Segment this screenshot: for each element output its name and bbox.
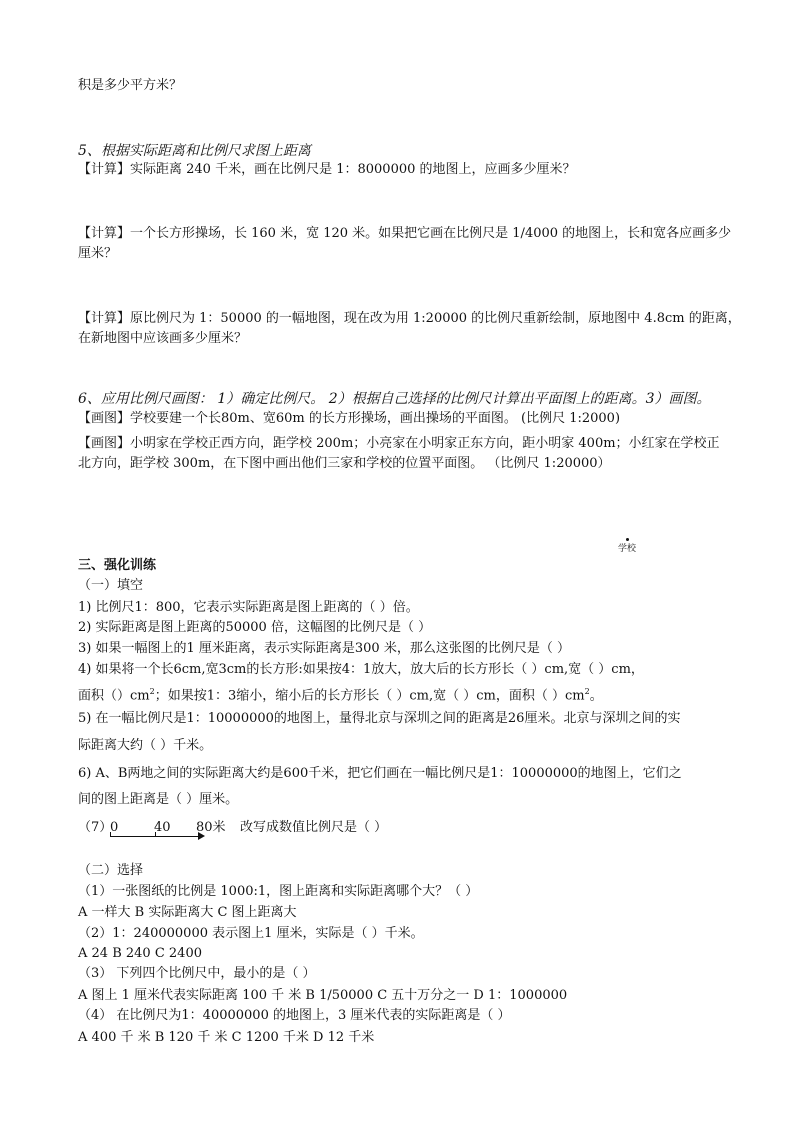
line-scale-bar [110,832,205,840]
fill-question-3: 3) 如果一幅图上的1 厘米距离，表示实际距离是300 米，那么这张图的比例尺是（ ） [78,641,570,656]
choice-question-1: （1）一张图纸的比例是 1000:1，图上距离和实际距离哪个大？（ ） [78,884,479,899]
choice-options-4: A 400 千 米 B 120 千 米 C 1200 千米 D 12 千米 [78,1030,375,1045]
choice-options-2: A 24 B 240 C 2400 [78,946,202,961]
choice-options-3: A 图上 1 厘米代表实际距离 100 千 米 B 1/50000 C 五十万分之一 D 1：1000000 [78,988,568,1003]
fill-question-7: 改写成数值比例尺是（ ） [240,820,388,835]
choice-question-4: （4） 在比例尺为1：40000000 的地图上，3 厘米代表的实际距离是（ ） [78,1008,511,1023]
fill-question-2: 2) 实际距离是图上距离的50000 倍，这幅图的比例尺是（ ） [78,620,432,635]
scale-label-80: 80米 [196,820,226,835]
text-line: 厘米？ [78,246,118,261]
calc-question-1: 【计算】实际距离 240 千米，画在比例尺是 1：8000000 的地图上，应画多少厘米？ [78,162,576,177]
superscript: 2 [149,687,155,696]
section-heading-6: 6、应用比例尺画图： 1）确定比例尺。 2）根据自己选择的比例尺计算出平面图上的距离。3）画图。 [78,391,711,407]
section-heading-5: 5、根据实际距离和比例尺求图上距离 [78,143,311,159]
draw-question-1: 【画图】学校要建一个长80m、宽60m 的长方形操场，画出操场的平面图。 (比例尺 1:2000) [78,411,621,426]
text-fragment: ；如果按1：3缩小，缩小后的长方形长（ ）cm,宽（ ）cm，面积（ ）cm [154,688,585,704]
school-label: 学校 [618,544,637,554]
fill-question-5: 5) 在一幅比例尺是1：10000000的地图上，量得北京与深圳之间的距离是26厘米。北京与深圳之间的实 [78,711,681,726]
school-point [626,538,629,541]
section-heading-3: 三、强化训练 [78,558,157,573]
choice-question-2: （2）1：240000000 表示图上1 厘米，实际是（ ）千米。 [78,926,424,941]
text-line: 北方向，距学校 300m，在下图中画出他们三家和学校的位置平面图。 （比例尺 1:20000） [78,456,611,471]
text-fragment: 面积（）cm [78,688,150,704]
text-line: 在新地图中应该画多少厘米？ [78,331,248,346]
text-line: 积是多少平方米？ [78,78,183,93]
choice-question-3: （3） 下列四个比例尺中，最小的是（ ） [78,966,316,981]
text-line: 间的图上距离是（ ）厘米。 [78,792,239,807]
fill-question-4-cont [78,684,603,704]
calc-question-3: 【计算】原比例尺为 1：50000 的一幅地图，现在改为用 1:20000 的比例尺重新绘制，原地图中 4.8cm 的距离， [78,311,741,326]
draw-question-2: 【画图】小明家在学校正西方向，距学校 200m；小亮家在小明家正东方向，距小明家 400m；小红家在学校正 [78,436,720,451]
subsection-fill: （一）填空 [78,578,144,593]
choice-options-1: A 一样大 B 实际距离大 C 图上距离大 [78,905,297,920]
fill-question-6: 6) A、B两地之间的实际距离大约是600千米，把它们画在一幅比例尺是1：10000000的地图上，它们之 [78,766,682,781]
fill-question-4: 4) 如果将一个长6cm,宽3cm的长方形:如果按4：1放大，放大后的长方形长（ ）cm,宽（ ）cm， [78,662,644,677]
text-line: 际距离大约（ ）千米。 [78,738,213,753]
fill-question-7-label: （7） [78,820,113,835]
scale-label-0: 0 [110,820,119,835]
calc-question-2: 【计算】一个长方形操场，长 160 米，宽 120 米。如果把它画在比例尺是 1/4000 的地图上，长和宽各应画多少 [78,226,732,241]
fill-question-1: 1) 比例尺1：800，它表示实际距离是图上距离的（ ）倍。 [78,600,419,615]
text-fragment: 。 [589,688,603,704]
scale-label-40: 40 [154,820,171,835]
superscript: 2 [584,687,590,696]
subsection-choice: （二）选择 [78,863,144,878]
